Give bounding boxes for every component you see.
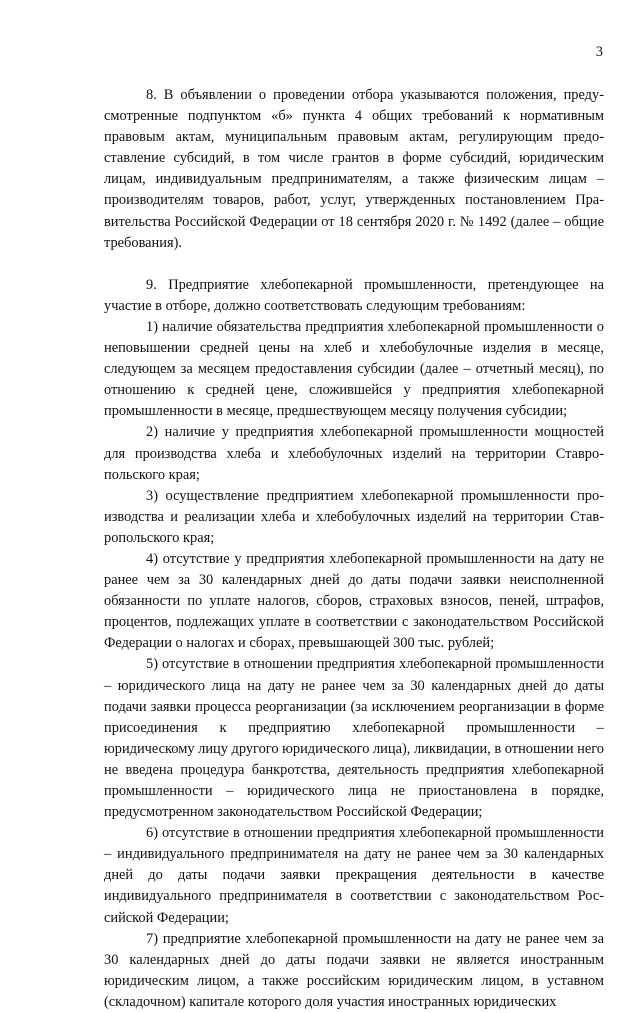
requirement-3: 3) осуществление предприятием хлебопекарной промышленности производства и реализации хлеба и хлебобулочных изделий на территории Ставропольского края;: [104, 487, 604, 546]
requirement-6: 6) отсутствие в отношении предприятия хлебопекарной промышленности – индивидуального предпринимателя на дату не ранее чем за 30 календарных дней до даты подачи заявки прекращения деятельности в качестве индивидуального предпринимателя в соответствии с законодательством Российской Федерации;: [104, 825, 604, 926]
paragraph-9-requirements: 9. Предприятие хлебопекарной промышленности, претендующее на участие в отборе, должно соответствовать следующим требованиям:: [104, 276, 604, 314]
requirement-5: 5) отсутствие в отношении предприятия хлебопекарной промышленности – юридического лица на дату не ранее чем за 30 календарных дней до даты подачи заявки процесса реорганизации (за исключением реорганизации в форме присоединения к предприятию хлебопекарной промышленности – юридическому лицу другого юридического лица), ликвидации, в отношении него не введена процедура банкротства, деятельность предприятия хлебопекарной промышленности – юридического лица не приостановлена в порядке, предусмотренном законодательством Российской Федерации;: [104, 656, 604, 821]
requirement-2: 2) наличие у предприятия хлебопекарной промышленности мощностей для производства хлеба и хлебобулочных изделий на территории Ставропольского края;: [104, 424, 604, 483]
requirement-4: 4) отсутствие у предприятия хлебопекарной промышленности на дату не ранее чем за 30 календарных дней до даты подачи заявки неисполненной обязанности по уплате налогов, сборов, страховых взносов, пеней, штрафов, процентов, подлежащих уплате в соответствии с законодательством Российской Федерации о налогах и сборах, превышающей 300 тыс. рублей;: [104, 550, 604, 652]
requirement-7: 7) предприятие хлебопекарной промышленности на дату не ранее чем за 30 календарных дней до даты подачи заявки не является иностранным юридическим лицом, а также российским юридическим лицом, в уставном (складочном) капитале которого доля участия иностранных юридических: [104, 930, 604, 1010]
requirement-1: 1) наличие обязательства предприятия хлебопекарной промышленности о неповышении средней цены на хлеб и хлебобулочные изделия в месяце, следующем за месяцем предоставления субсидии (далее – отчетный месяц), по отношению к средней цене, сложившейся у предприятия хлебопекарной промышленности в месяце, предшествующем месяцу получения субсидии;: [104, 318, 604, 420]
document-body: [104, 85, 604, 1013]
page-number: 3: [595, 44, 603, 60]
paragraph-8-announcement: 8. В объявлении о проведении отбора указываются положения, предусмотренные подпунктом «б» пункта 4 общих требований к нормативным правовым актам, муниципальным правовым актам, регулирующим предоставление субсидий, в том числе грантов в форме субсидий, юридическим лицам, индивидуальным предпринимателям, а также физическим лицам – производителям товаров, работ, услуг, утвержденных постановлением Правительства Российской Федерации от 18 сентября 2020 г. № 1492 (далее – общие требования).: [104, 87, 604, 251]
